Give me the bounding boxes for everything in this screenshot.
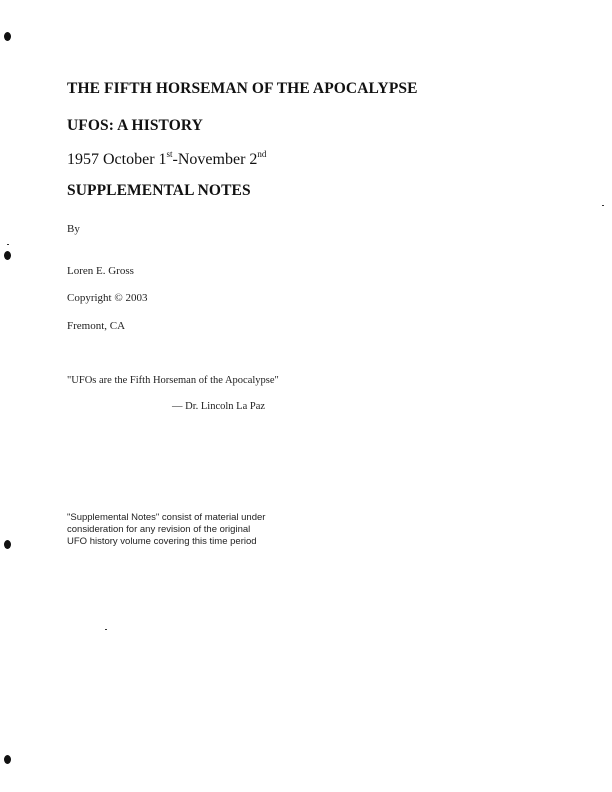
punch-hole-dot	[4, 251, 11, 260]
date-end-suffix: nd	[257, 149, 267, 159]
punch-hole-dot	[4, 540, 11, 549]
date-start: 1957 October 1	[67, 151, 167, 168]
by-label: By	[67, 223, 80, 235]
author-name: Loren E. Gross	[67, 265, 134, 277]
date-end: -November 2	[172, 151, 258, 168]
location-line: Fremont, CA	[67, 320, 126, 332]
book-title: THE FIFTH HORSEMAN OF THE APOCALYPSE	[67, 80, 418, 97]
scan-speck	[105, 629, 107, 630]
scan-speck	[602, 205, 604, 206]
punch-hole-dot	[4, 755, 11, 764]
epigraph-attribution: — Dr. Lincoln La Paz	[172, 401, 266, 412]
scan-speck	[7, 244, 9, 245]
epigraph-quote: "UFOs are the Fifth Horseman of the Apocalypse"	[67, 375, 279, 386]
date-range	[67, 149, 266, 169]
date-start-suffix: st	[166, 149, 173, 159]
note-line: UFO history volume covering this time period	[67, 536, 257, 547]
note-line: consideration for any revision of the original	[67, 524, 251, 535]
note-line: "Supplemental Notes" consist of material under	[67, 512, 266, 523]
punch-hole-dot	[4, 32, 11, 41]
section-heading: SUPPLEMENTAL NOTES	[67, 182, 251, 199]
book-subtitle: UFOS: A HISTORY	[67, 117, 203, 134]
copyright-line: Copyright © 2003	[67, 292, 148, 304]
